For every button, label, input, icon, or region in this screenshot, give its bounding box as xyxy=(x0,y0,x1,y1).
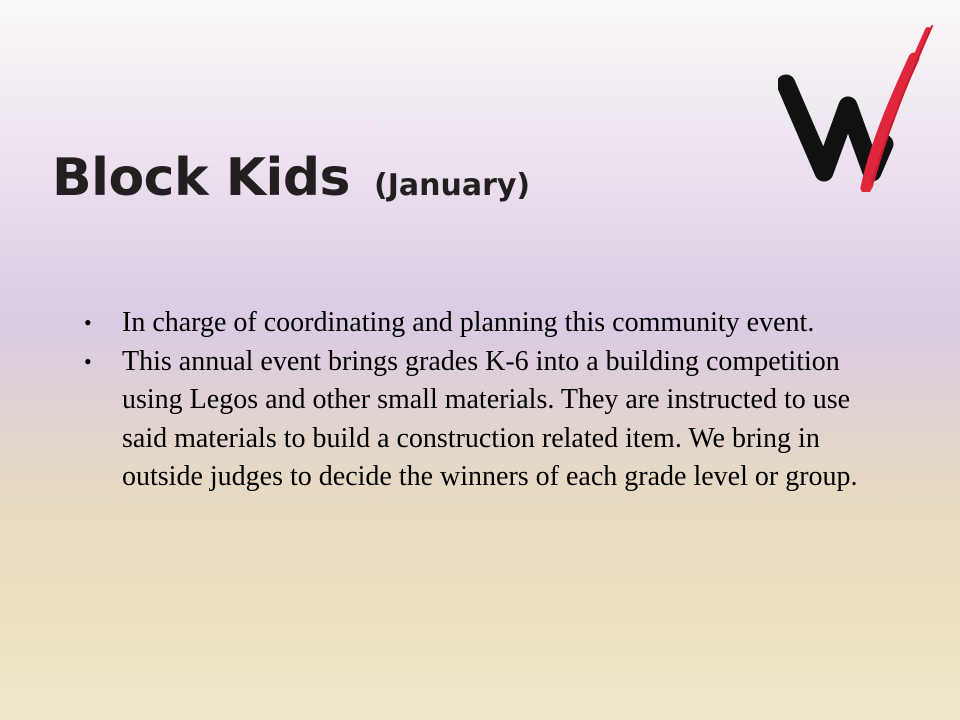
bullet-list xyxy=(82,304,872,497)
bullet-marker: • xyxy=(84,310,92,335)
slide-title-subtitle: (January) xyxy=(374,168,531,203)
bullet-text: In charge of coordinating and planning this community event. xyxy=(122,307,815,338)
w-check-logo-icon xyxy=(778,22,938,192)
bullet-marker: • xyxy=(84,348,92,374)
bullet-item xyxy=(82,343,872,497)
slide-title xyxy=(52,148,752,208)
slide-title-main: Block Kids xyxy=(52,148,350,208)
bullet-text: This annual event brings grades K-6 into a building competition using Legos and other small materials. They are instructed to use said materials to build a construction related item. We bring in outside judges to decide the winners of each grade level or group. xyxy=(122,345,858,492)
bullet-item xyxy=(82,304,872,343)
